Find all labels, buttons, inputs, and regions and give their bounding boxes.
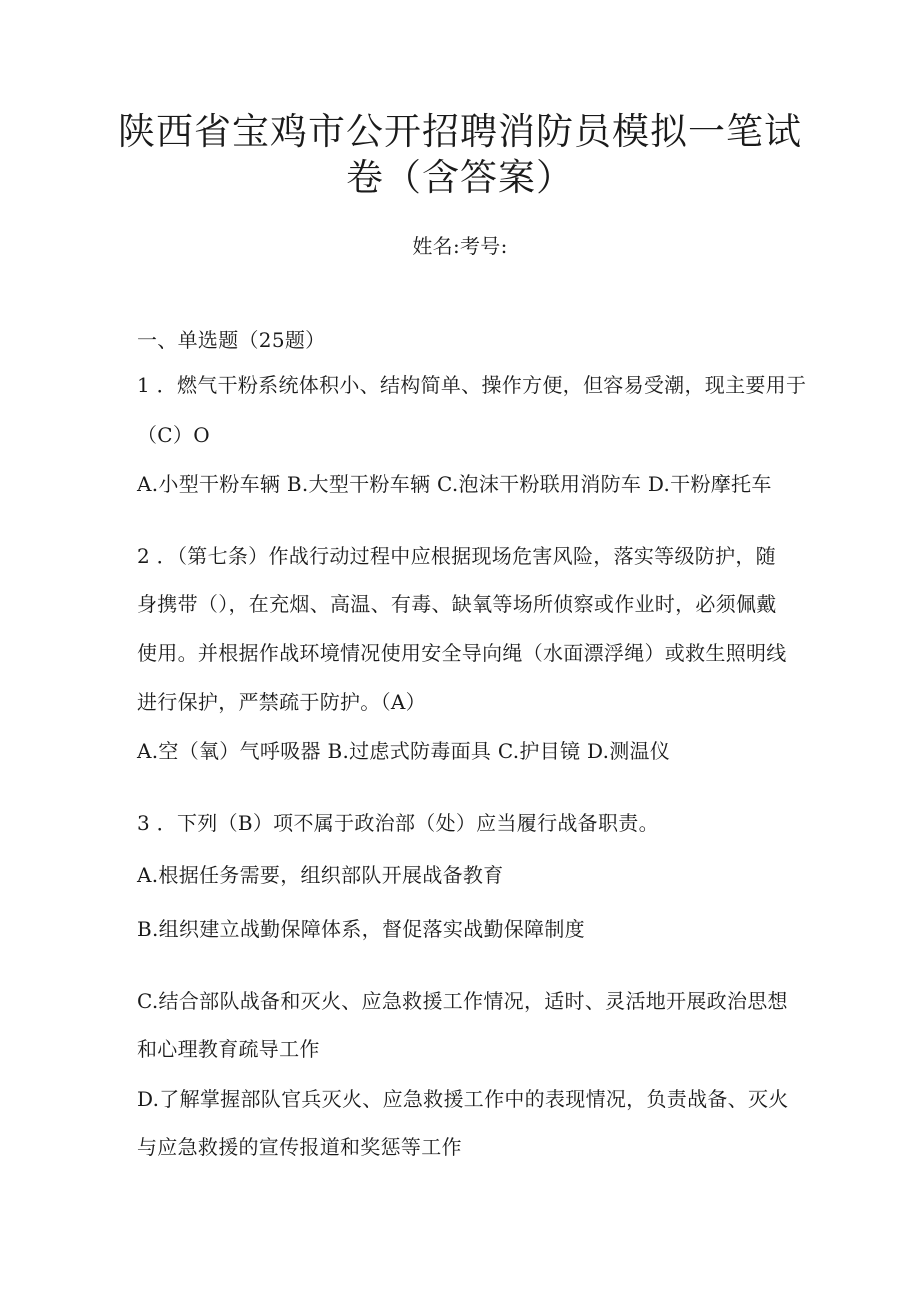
- question-3-option-b: B.组织建立战勤保障体系，督促落实战勤保障制度: [137, 917, 585, 941]
- question-3-option-c-line-1: C.结合部队战备和灭火、应急救援工作情况，适时、灵活地开展政治思想: [137, 989, 788, 1013]
- question-2-line-2: 身携带（），在充烟、高温、有毒、缺氧等场所侦察或作业时，必须佩戴: [137, 592, 777, 616]
- question-3-option-a: A.根据任务需要，组织部队开展战备教育: [137, 863, 504, 887]
- question-3-option-d-line-2: 与应急救援的宣传报道和奖惩等工作: [137, 1135, 462, 1159]
- question-1-options: A.小型干粉车辆 B.大型干粉车辆 C.泡沫干粉联用消防车 D.干粉摩托车: [137, 472, 772, 496]
- name-line: 姓名:考号:: [412, 234, 508, 258]
- question-2-line-1: 2 ．（第七条）作战行动过程中应根据现场危害风险，落实等级防护，随: [137, 544, 776, 568]
- question-3-option-d-line-1: D.了解掌握部队官兵灭火、应急救援工作中的表现情况，负责战备、灭火: [137, 1087, 789, 1111]
- question-2-options: A.空（氧）气呼吸器 B.过虑式防毒面具 C.护目镜 D.测温仪: [137, 739, 671, 763]
- section-header: 一、单选题（25题）: [137, 328, 326, 352]
- question-1-line-1: 1 ．燃气干粉系统体积小、结构简单、操作方便，但容易受潮，现主要用于: [137, 373, 807, 397]
- question-2-line-4: 进行保护，严禁疏于防护。（A）: [137, 690, 426, 714]
- question-1-line-2: （C）O: [137, 423, 210, 447]
- question-3-option-c-line-2: 和心理教育疏导工作: [137, 1037, 320, 1061]
- title-line-1: 陕西省宝鸡市公开招聘消防员模拟一笔试: [118, 110, 802, 153]
- question-2-line-3: 使用。并根据作战环境情况使用安全导向绳（水面漂浮绳）或救生照明线: [137, 641, 787, 665]
- question-3-line-1: 3 ．下列（B）项不属于政治部（处）应当履行战备职责。: [137, 811, 659, 835]
- title-line-2: 卷（含答案）: [346, 156, 574, 199]
